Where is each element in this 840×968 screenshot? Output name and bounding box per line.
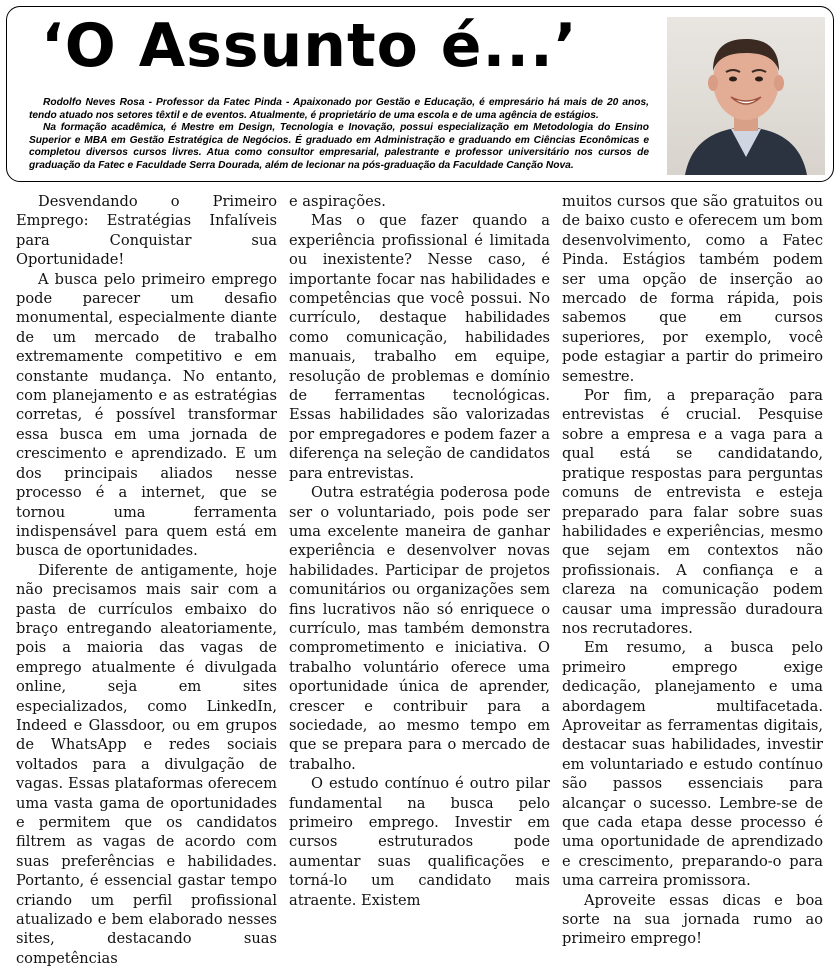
paragraph: A busca pelo primeiro emprego pode parecer um desafio monumental, especialmente diante de um mercado de trabalho extremamente competitivo e em constante mudança. No entanto, com planejamento e as estratégias corretas, é possível transformar essa busca em uma jornada de crescimento e aprendizado. E um dos principais aliados nesse processo é a internet, que se tornou uma ferramenta indispensável para quem está em busca de oportunidades.	[16, 270, 277, 560]
article-column-3	[556, 192, 829, 948]
article-column-2	[283, 192, 556, 909]
author-bio	[29, 97, 649, 173]
author-name: Rodolfo Neves Rosa	[43, 97, 145, 108]
bio-line-2: Na formação acadêmica, é Mestre em Design, Tecnologia e Inovação, possui especialização em Metodologia do Ensino Superior e MBA em Gestão Estratégica de Negócios. É graduado em Administração e graduando em Ciências Econômicas e completou diversos cursos livres. Atua como consultor empresarial, palestrante e professor universitário nos cursos de graduação da Fatec e Faculdade Serra Dourada, além de lecionar na pós-graduação da Faculdade Canção Nova.	[29, 122, 649, 171]
column-header	[6, 6, 834, 182]
bio-line-1: - Professor da Fatec Pinda - Apaixonado por Gestão e Educação, é empresário há mais de 20 anos, tendo atuado nos setores têxtil e de eventos. Atualmente, é proprietário de uma escola e de uma agência de estágios.	[29, 97, 649, 121]
paragraph: muitos cursos que são gratuitos ou de baixo custo e oferecem um bom desenvolvimento, como a Fatec Pinda. Estágios também podem ser uma opção de inserção ao mercado de forma rápida, pois sabemos que em cursos superiores, por exemplo, você pode estagiar a partir do primeiro semestre.	[562, 193, 823, 385]
article-column-1	[10, 192, 283, 967]
author-portrait-icon	[667, 17, 825, 175]
author-photo	[667, 17, 825, 175]
paragraph: Por fim, a preparação para entrevistas é crucial. Pesquise sobre a empresa e a vaga para a qual está se candidatando, pratique respostas para perguntas comuns de entrevista e esteja preparado para falar sobre suas habilidades e experiências, mesmo que sejam em contextos não profissionais. A confiança e a clareza na comunicação podem causar uma impressão duradoura nos recrutadores.	[562, 387, 823, 637]
paragraph: Em resumo, a busca pelo primeiro emprego exige dedicação, planejamento e uma abordagem multifacetada. Aproveitar as ferramentas digitais, destacar suas habilidades, investir em voluntariado e estudo contínuo são passos essenciais para alcançar o sucesso. Lembre-se de que cada etapa desse processo é uma oportunidade de aprendizado e crescimento, preparando-o para uma carreira promissora.	[562, 639, 823, 890]
paragraph: O estudo contínuo é outro pilar fundamental na busca pelo primeiro emprego. Investir em cursos estruturados pode aumentar suas qualificações e torná-lo um candidato mais atraente. Existem	[289, 775, 550, 909]
column-title: ‘O Assunto é...’	[41, 11, 578, 81]
paragraph: Outra estratégia poderosa pode ser o voluntariado, pois pode ser uma excelente maneira de ganhar experiência e desenvolver novas habilidades. Participar de projetos comunitários ou organizações sem fins lucrativos não só enriquece o currículo, mas também demonstra comprometimento e iniciativa. O trabalho voluntário oferece uma oportunidade única de aprender, crescer e contribuir para a sociedade, ao mesmo tempo em que se prepara para o mercado de trabalho.	[289, 484, 550, 773]
article-headline: Desvendando o Primeiro Emprego: Estratégias Infalíveis para Conquistar sua Oportunidade!	[16, 193, 277, 269]
paragraph: Aproveite essas dicas e boa sorte na sua jornada rumo ao primeiro emprego!	[562, 891, 823, 948]
article-body	[10, 192, 830, 967]
paragraph: Diferente de antigamente, hoje não precisamos mais sair com a pasta de currículos embaixo do braço entregando aleatoriamente, pois a maioria das vagas de emprego atualmente é divulgada online, seja em sites especializados, como LinkedIn, Indeed e Glassdoor, ou em grupos de WhatsApp e redes sociais voltados para a divulgação de vagas. Essas plataformas oferecem uma vasta gama de oportunidades e permitem que os candidatos filtrem as vagas de acordo com suas preferências e habilidades. Portanto, é essencial gastar tempo criando um perfil profissional atualizado e bem elaborado nesses sites, destacando suas competências	[16, 561, 277, 967]
paragraph: e aspirações.	[289, 193, 386, 210]
paragraph: Mas o que fazer quando a experiência profissional é limitada ou inexistente? Nesse caso, é importante focar nas habilidades e competências que você possui. No currículo, destaque habilidades como comunicação, habilidades manuais, trabalho em equipe, resolução de problemas e domínio de ferramentas tecnológicas. Essas habilidades são valorizadas por empregadores e podem fazer a diferença na seleção de candidatos para entrevistas.	[289, 212, 550, 482]
